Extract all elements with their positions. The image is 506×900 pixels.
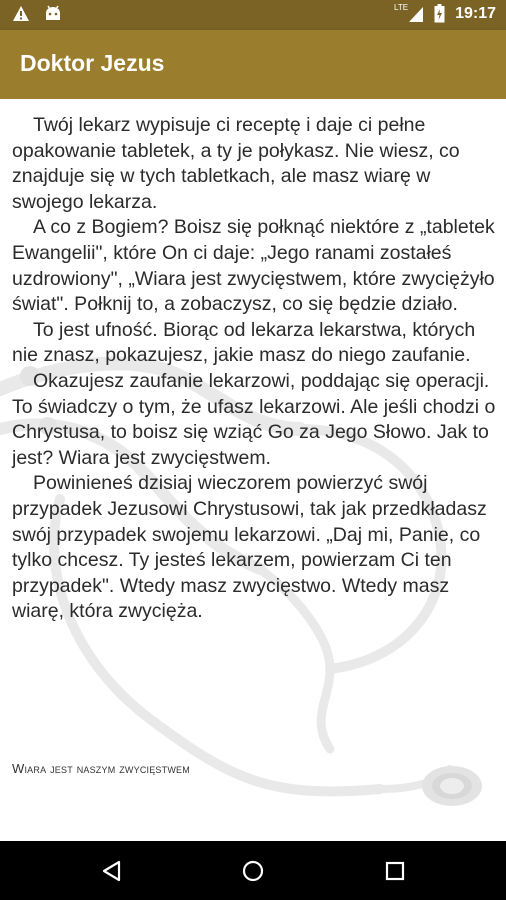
status-time: 19:17 (455, 4, 496, 22)
article-footer: Wiara jest naszym zwycięstwem (12, 761, 190, 776)
status-notifications (12, 5, 62, 22)
home-button[interactable] (237, 855, 269, 887)
recents-button[interactable] (379, 855, 411, 887)
back-button[interactable] (96, 855, 128, 887)
status-system (394, 4, 496, 23)
android-icon (44, 5, 62, 22)
battery-icon (434, 4, 445, 23)
navigation-bar (0, 841, 506, 900)
back-icon (100, 859, 124, 883)
recents-icon (383, 859, 407, 883)
status-bar (0, 0, 506, 30)
app-bar (0, 30, 506, 99)
home-icon (241, 859, 265, 883)
paragraph: Powinieneś dzisiaj wieczorem powierzyć swój przypadek Jezusowi Chrystusowi, tak jak przedkładasz swój przypadek swojemu lekarzowi. „Daj mi, Panie, co tylko chcesz. Ty jesteś lekarzem, powierzam Ci ten przypadek". Wtedy masz zwycięstwo. Wtedy masz wiarę, która zwycięża. (12, 472, 487, 623)
warning-icon (12, 5, 30, 22)
article-text (12, 113, 498, 625)
paragraph: To jest ufność. Biorąc od lekarza lekarstwa, których nie znasz, pokazujesz, jakie masz do niego zaufanie. (12, 318, 476, 367)
app-title: Doktor Jezus (20, 50, 165, 76)
network-type: LTE (394, 3, 409, 12)
signal-icon (408, 5, 424, 23)
paragraph: Okazujesz zaufanie lekarzowi, poddając się operacji. To świadczy o tym, że ufasz lekarzowi. Ale jeśli chodzi o Chrystusa, to boisz się wziąć Go za Jego Słowo. Jak to jest? Wiara jest zwycięstwem. (12, 369, 496, 469)
paragraph: Twój lekarz wypisuje ci receptę i daje ci pełne opakowanie tabletek, a ty je połykasz. Nie wiesz, co znajduje się w tych tabletkach, ale masz wiarę w swojego lekarza. (12, 114, 460, 213)
content-area[interactable] (0, 99, 506, 841)
paragraph: A co z Bogiem? Boisz się połknąć niektóre z „tabletek Ewangelii", które On ci daje: „Jego ranami zostałeś uzdrowiony", „Wiara jest zwycięstwem, które zwyciężyło świat". Połknij to, a zobaczysz, co się będzie działo. (12, 216, 495, 316)
